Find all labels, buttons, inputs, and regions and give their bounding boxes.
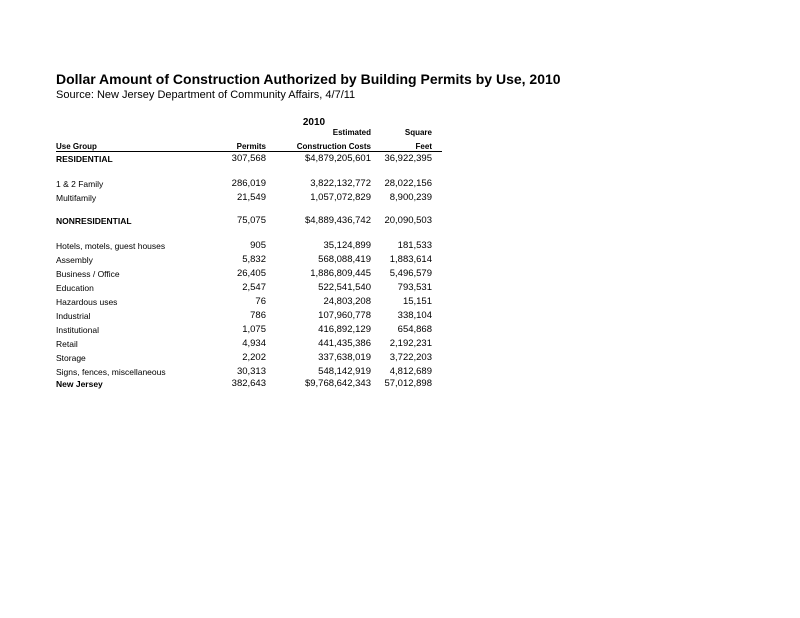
- row-square-feet: 5,496,579: [389, 268, 432, 279]
- report-source: Source: New Jersey Department of Community Affairs, 4/7/11: [56, 89, 356, 101]
- row-square-feet: 3,722,203: [389, 352, 432, 363]
- row-costs: 35,124,899: [323, 240, 371, 251]
- row-permits: 5,832: [242, 254, 266, 265]
- table-row: [0, 268, 800, 280]
- row-costs: 441,435,386: [318, 338, 371, 349]
- row-square-feet: 181,533: [397, 240, 432, 251]
- row-costs: $4,889,436,742: [304, 215, 371, 226]
- row-label: Retail: [56, 339, 78, 349]
- row-permits: 21,549: [236, 192, 266, 203]
- row-label: Hazardous uses: [56, 297, 118, 307]
- table-row: [0, 192, 800, 204]
- row-costs: $4,879,205,601: [304, 153, 371, 164]
- row-label: RESIDENTIAL: [56, 154, 113, 164]
- row-label: Industrial: [56, 311, 91, 321]
- row-label: Storage: [56, 353, 86, 363]
- row-label: Multifamily: [56, 193, 97, 203]
- row-label: Assembly: [56, 255, 93, 265]
- row-label: Institutional: [56, 325, 99, 335]
- row-permits: 30,313: [236, 366, 266, 377]
- row-label: New Jersey: [56, 379, 103, 389]
- row-permits: 286,019: [231, 178, 266, 189]
- table-row: [0, 254, 800, 266]
- row-permits: 4,934: [242, 338, 266, 349]
- row-costs: 1,886,809,445: [310, 268, 371, 279]
- report-title: Dollar Amount of Construction Authorized by Building Permits by Use, 2010: [56, 71, 561, 87]
- row-label: Signs, fences, miscellaneous: [56, 367, 166, 377]
- row-costs: 3,822,132,772: [310, 178, 371, 189]
- row-square-feet: 4,812,689: [389, 366, 432, 377]
- row-square-feet: 2,192,231: [389, 338, 432, 349]
- row-permits: 786: [250, 310, 266, 321]
- row-costs: 1,057,072,829: [310, 192, 371, 203]
- table-row: [0, 324, 800, 336]
- row-costs: 337,638,019: [318, 352, 371, 363]
- row-costs: 522,541,540: [318, 282, 371, 293]
- table-row: [0, 296, 800, 308]
- permits-header: Permits: [236, 142, 266, 151]
- table-row: [0, 378, 800, 390]
- row-square-feet: 793,531: [397, 282, 432, 293]
- table-row: [0, 352, 800, 364]
- row-costs: 24,803,208: [323, 296, 371, 307]
- row-costs: $9,768,642,343: [304, 378, 371, 389]
- table-row: [0, 310, 800, 322]
- row-permits: 307,568: [231, 153, 266, 164]
- row-permits: 905: [250, 240, 266, 251]
- row-square-feet: 15,151: [402, 296, 432, 307]
- row-label: 1 & 2 Family: [56, 179, 104, 189]
- row-square-feet: 20,090,503: [384, 215, 432, 226]
- table-row: [0, 338, 800, 350]
- row-square-feet: 8,900,239: [389, 192, 432, 203]
- row-label: NONRESIDENTIAL: [56, 216, 132, 226]
- table-row: [0, 178, 800, 190]
- row-costs: 548,142,919: [318, 366, 371, 377]
- row-permits: 2,547: [242, 282, 266, 293]
- row-square-feet: 338,104: [397, 310, 432, 321]
- row-label: Business / Office: [56, 269, 120, 279]
- row-label: Education: [56, 283, 94, 293]
- table-row: [0, 153, 800, 165]
- row-permits: 382,643: [231, 378, 266, 389]
- row-square-feet: 28,022,156: [384, 178, 432, 189]
- year-header: 2010: [302, 117, 326, 128]
- row-square-feet: 57,012,898: [384, 378, 432, 389]
- row-square-feet: 654,868: [397, 324, 432, 335]
- sqft-header-line2: Feet: [415, 142, 432, 151]
- table-row: [0, 240, 800, 252]
- costs-header-line2: Construction Costs: [296, 142, 371, 151]
- row-permits: 26,405: [236, 268, 266, 279]
- row-square-feet: 1,883,614: [389, 254, 432, 265]
- row-permits: 75,075: [236, 215, 266, 226]
- row-costs: 416,892,129: [318, 324, 371, 335]
- row-permits: 2,202: [242, 352, 266, 363]
- costs-header-line1: Estimated: [332, 128, 371, 137]
- row-permits: 76: [255, 296, 266, 307]
- row-costs: 568,088,419: [318, 254, 371, 265]
- sqft-header-line1: Square: [404, 128, 432, 137]
- row-permits: 1,075: [242, 324, 266, 335]
- table-row: [0, 366, 800, 378]
- row-costs: 107,960,778: [318, 310, 371, 321]
- use-group-header: Use Group: [56, 142, 97, 151]
- row-label: Hotels, motels, guest houses: [56, 241, 166, 251]
- table-row: [0, 282, 800, 294]
- row-square-feet: 36,922,395: [384, 153, 432, 164]
- table-row: [0, 215, 800, 227]
